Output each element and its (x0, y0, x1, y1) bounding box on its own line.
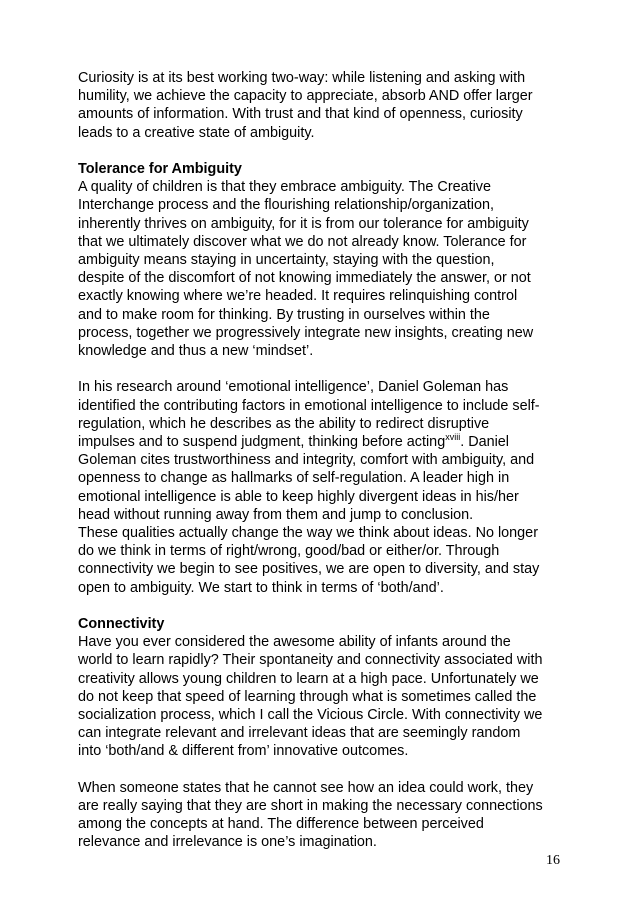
text-line: regulation, which he describes as the ability to redirect disruptive (78, 415, 490, 432)
text-line: creativity allows young children to learn at a high pace. Unfortunately we (78, 670, 539, 687)
paragraph-connectivity (78, 633, 578, 760)
text-line-with-endnote (78, 433, 578, 451)
text-line: head without running away from them and jump to conclusion. (78, 506, 474, 523)
heading-connectivity: Connectivity (78, 616, 165, 633)
text-line: In his research around ‘emotional intelligence’, Daniel Goleman has (78, 379, 509, 396)
text-line: into ‘both/and & different from’ innovative outcomes. (78, 743, 409, 760)
paragraph-goleman (78, 378, 578, 596)
paragraph-gap (78, 761, 578, 779)
text-line: socialization process, which I call the Vicious Circle. With connectivity we (78, 707, 543, 724)
text-line: and to make room for thinking. By trusting in ourselves within the (78, 306, 490, 323)
paragraph-imagination (78, 779, 578, 852)
paragraph-curiosity (78, 69, 578, 142)
text-line: process, together we progressively integrate new insights, creating new (78, 324, 534, 341)
text-line: Curiosity is at its best working two-way: while listening and asking with (78, 70, 526, 86)
text-line: world to learn rapidly? Their spontaneity and connectivity associated with (78, 652, 543, 669)
text-line: When someone states that he cannot see how an idea could work, they (78, 779, 534, 796)
text-line: exactly knowing where we’re headed. It requires relinquishing control (78, 288, 518, 305)
text-line: among the concepts at hand. The difference between perceived (78, 816, 484, 833)
text-line: do we think in terms of right/wrong, good/bad or either/or. Through (78, 543, 500, 560)
text-line: leads to a creative state of ambiguity. (78, 124, 315, 141)
text-line: amounts of information. With trust and that kind of openness, curiosity (78, 106, 523, 123)
text-line: humility, we achieve the capacity to appreciate, absorb AND offer larger (78, 88, 533, 105)
text-line: connectivity we begin to see positives, we are open to diversity, and stay (78, 561, 540, 578)
text-line: ambiguity means staying in uncertainty, staying with the question, (78, 252, 495, 269)
paragraph-gap (78, 597, 578, 615)
text-line: do not keep that speed of learning through what is sometimes called the (78, 688, 537, 705)
text-line: Goleman cites trustworthiness and integrity, comfort with ambiguity, and (78, 452, 535, 469)
endnote-reference[interactable]: xviii (445, 432, 461, 443)
text-line: emotional intelligence is able to keep highly divergent ideas in his/her (78, 488, 519, 505)
paragraph-gap (78, 360, 578, 378)
text-line: that we ultimately discover what we do not already know. Tolerance for (78, 233, 527, 250)
paragraph-gap (78, 142, 578, 160)
text-line: are really saying that they are short in making the necessary connections (78, 798, 543, 815)
text-line: Have you ever considered the awesome ability of infants around the (78, 634, 511, 651)
body-text (78, 69, 578, 852)
text-line: open to ambiguity. We start to think in terms of ‘both/and’. (78, 579, 444, 596)
page-number: 16 (546, 853, 560, 868)
text-line: inherently thrives on ambiguity, for it is from our tolerance for ambiguity (78, 215, 529, 232)
text-line: A quality of children is that they embrace ambiguity. The Creative (78, 179, 492, 196)
text-line: These qualities actually change the way we think about ideas. No longer (78, 525, 538, 542)
text-line: relevance and irrelevance is one’s imagination. (78, 834, 377, 851)
text-line: identified the contributing factors in emotional intelligence to include self- (78, 397, 540, 414)
text-run: impulses and to suspend judgment, thinking before acting (78, 434, 446, 451)
text-line: knowledge and thus a new ‘mindset’. (78, 343, 314, 360)
text-line: despite of the discomfort of not knowing immediately the answer, or not (78, 270, 531, 287)
heading-tolerance-for-ambiguity: Tolerance for Ambiguity (78, 161, 242, 177)
text-line: can integrate relevant and irrelevant ideas that are seemingly random (78, 725, 521, 742)
text-line: openness to change as hallmarks of self-regulation. A leader high in (78, 470, 510, 487)
paragraph-tolerance (78, 178, 578, 360)
text-line: Interchange process and the flourishing relationship/organization, (78, 197, 494, 214)
text-run: . Daniel (460, 434, 509, 451)
